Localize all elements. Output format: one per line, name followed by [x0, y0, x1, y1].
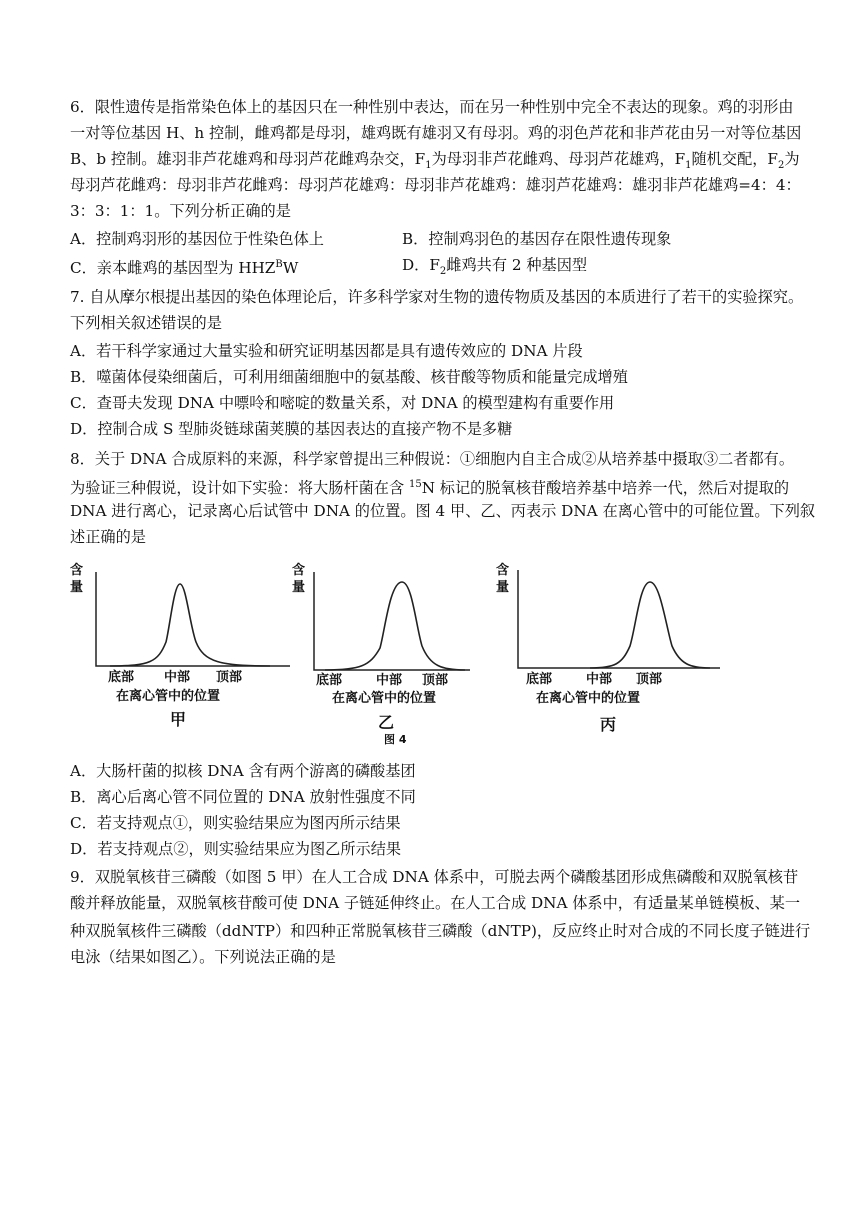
panel-yi-tick-middle: 中部 — [376, 673, 403, 688]
q7-line-1: 7. 自从摩尔根提出基因的染色体理论后，许多科学家对生物的遗传物质及基因的本质进行了若干的实验探究。 — [70, 288, 804, 306]
panel-bing-ylabel-bottom: 量 — [496, 580, 510, 595]
panel-bing-tick-middle: 中部 — [586, 672, 613, 687]
q6-line-5: 3：3：1：1。下列分析正确的是 — [70, 202, 291, 220]
panel-bing-tick-top: 顶部 — [636, 672, 663, 687]
panel-bing-curve — [590, 582, 710, 668]
q6-line-2: 一对等位基因 H、h 控制，雌鸡都是母羽，雄鸡既有雄羽又有母羽。鸡的羽色芦花和非芦花由另一对等位基因 — [70, 124, 802, 142]
panel-jia-axes — [96, 572, 290, 666]
panel-jia-ylabel-top: 含 — [70, 563, 84, 578]
figure-caption: 图 4 — [384, 733, 407, 746]
panel-yi-tick-bottom: 底部 — [316, 673, 343, 688]
panel-jia-label: 甲 — [170, 710, 187, 729]
q8-option-c: C．若支持观点①，则实验结果应为图丙所示结果 — [70, 814, 401, 832]
panel-jia-xlabel: 在离心管中的位置 — [116, 689, 221, 704]
panel-bing-tick-bottom: 底部 — [526, 672, 553, 687]
panel-yi-ylabel-bottom: 量 — [292, 580, 306, 595]
q6-line-3-text-2: 为母羽非芦花雌鸡、母羽芦花雄鸡，F — [431, 150, 686, 168]
q6-sub-f1-b: 1 — [685, 160, 692, 172]
q8-line-2 — [70, 472, 795, 501]
panel-jia — [70, 562, 290, 729]
q7-option-c: C．查哥夫发现 DNA 中嘌呤和嘧啶的数量关系，对 DNA 的模型建构有重要作用 — [70, 394, 615, 412]
q9-line-4: 电泳（结果如图乙）。下列说法正确的是 — [70, 948, 336, 966]
q8-line-3: DNA 进行离心，记录离心后试管中 DNA 的位置。图 4 甲、乙、丙表示 DNA 在离心管中的可能位置。下列叙 — [70, 502, 816, 520]
q6-option-a: A．控制鸡羽形的基因位于性染色体上 — [70, 230, 324, 248]
panel-yi-curve — [325, 582, 465, 670]
q6-line-3-text-4: 为 — [784, 150, 800, 168]
panel-bing-ylabel-top: 含 — [496, 563, 510, 578]
q6-option-d — [402, 252, 587, 285]
q6-option-b: B．控制鸡羽色的基因存在限性遗传现象 — [402, 230, 672, 248]
q8-line-2-text-2: N 标记的脱氧核苷酸培养基中培养一代，然后对提取的 — [421, 479, 790, 498]
q6-sub-f1: 1 — [425, 160, 432, 172]
q6-option-c-text-2: W — [282, 259, 299, 278]
panel-yi-label: 乙 — [378, 713, 395, 732]
panel-bing-label: 丙 — [600, 715, 617, 734]
q6-option-c-text: C．亲本雌鸡的基因型为 HHZ — [70, 259, 276, 278]
q6-option-d-text: D．F — [402, 256, 440, 274]
q8-option-d: D．若支持观点②，则实验结果应为图乙所示结果 — [70, 840, 402, 858]
panel-yi-xlabel: 在离心管中的位置 — [332, 691, 437, 706]
panel-jia-curve — [110, 584, 270, 666]
q8-option-b: B．离心后离心管不同位置的 DNA 放射性强度不同 — [70, 788, 416, 806]
panel-bing — [496, 562, 720, 734]
q6-option-c — [70, 252, 298, 281]
q7-line-2: 下列相关叙述错误的是 — [70, 314, 222, 332]
panel-bing-xlabel: 在离心管中的位置 — [536, 691, 641, 706]
q6-line-3-text-3: 随机交配，F — [691, 150, 778, 168]
q8-line-1: 8．关于 DNA 合成原料的来源，科学家曾提出三种假说：①细胞内自主合成②从培养基中摄取③二者都有。 — [70, 450, 795, 468]
panel-jia-ylabel-bottom: 量 — [70, 580, 84, 595]
q6-line-1: 6．限性遗传是指常染色体上的基因只在一种性别中表达，而在另一种性别中完全不表达的现象。鸡的羽形由 — [70, 98, 794, 116]
q8-line-4: 述正确的是 — [70, 528, 146, 546]
panel-yi-ylabel-top: 含 — [292, 563, 306, 578]
q6-option-c-sup: B — [275, 259, 283, 270]
panel-yi-axes — [314, 572, 470, 670]
q9-line-2: 酸并释放能量，双脱氧核苷酸可使 DNA 子链延伸终止。在人工合成 DNA 体系中，有适量某单链模板、某一 — [70, 894, 801, 912]
q9-line-3: 种双脱氧核件三磷酸（ddNTP）和四种正常脱氧核苷三磷酸（dNTP)，反应终止时对合成的不同长度子链进行 — [70, 922, 811, 940]
panel-yi-tick-top: 顶部 — [422, 673, 449, 688]
panel-jia-tick-middle: 中部 — [164, 670, 191, 685]
panel-yi — [292, 562, 470, 746]
figure-4-svg — [70, 556, 790, 746]
q8-line-2-text: 为验证三种假说，设计如下实验：将大肠杆菌在含 — [70, 479, 409, 498]
q7-option-a: A．若干科学家通过大量实验和研究证明基因都是具有遗传效应的 DNA 片段 — [70, 342, 583, 360]
q9-line-1: 9．双脱氧核苷三磷酸（如图 5 甲）在人工合成 DNA 体系中，可脱去两个磷酸基团形成焦磷酸和双脱氧核苷 — [70, 868, 799, 886]
figure-4 — [70, 556, 790, 746]
q7-option-d: D．控制合成 S 型肺炎链球菌荚膜的基因表达的直接产物不是多糖 — [70, 420, 513, 438]
q8-sup-15: 15 — [408, 479, 422, 490]
q8-option-a: A．大肠杆菌的拟核 DNA 含有两个游离的磷酸基团 — [70, 762, 416, 780]
panel-bing-axes — [518, 570, 720, 668]
panel-jia-tick-bottom: 底部 — [108, 670, 135, 685]
q6-line-3-text: B、b 控制。雄羽非芦花雄鸡和母羽芦花雌鸡杂交，F — [70, 150, 426, 168]
q6-line-4: 母羽芦花雌鸡：母羽非芦花雌鸡：母羽芦花雄鸡：母羽非芦花雄鸡：雄羽芦花雄鸡：雄羽非芦花雄鸡=4：4： — [70, 176, 801, 194]
q6-option-d-text-2: 雌鸡共有 2 种基因型 — [446, 256, 588, 274]
q7-option-b: B．噬菌体侵染细菌后，可利用细菌细胞中的氨基酸、核苷酸等物质和能量完成增殖 — [70, 368, 628, 386]
panel-jia-tick-top: 顶部 — [216, 670, 243, 685]
q6-sub-f2: 2 — [777, 160, 785, 172]
q6-option-d-sub: 2 — [439, 266, 447, 278]
